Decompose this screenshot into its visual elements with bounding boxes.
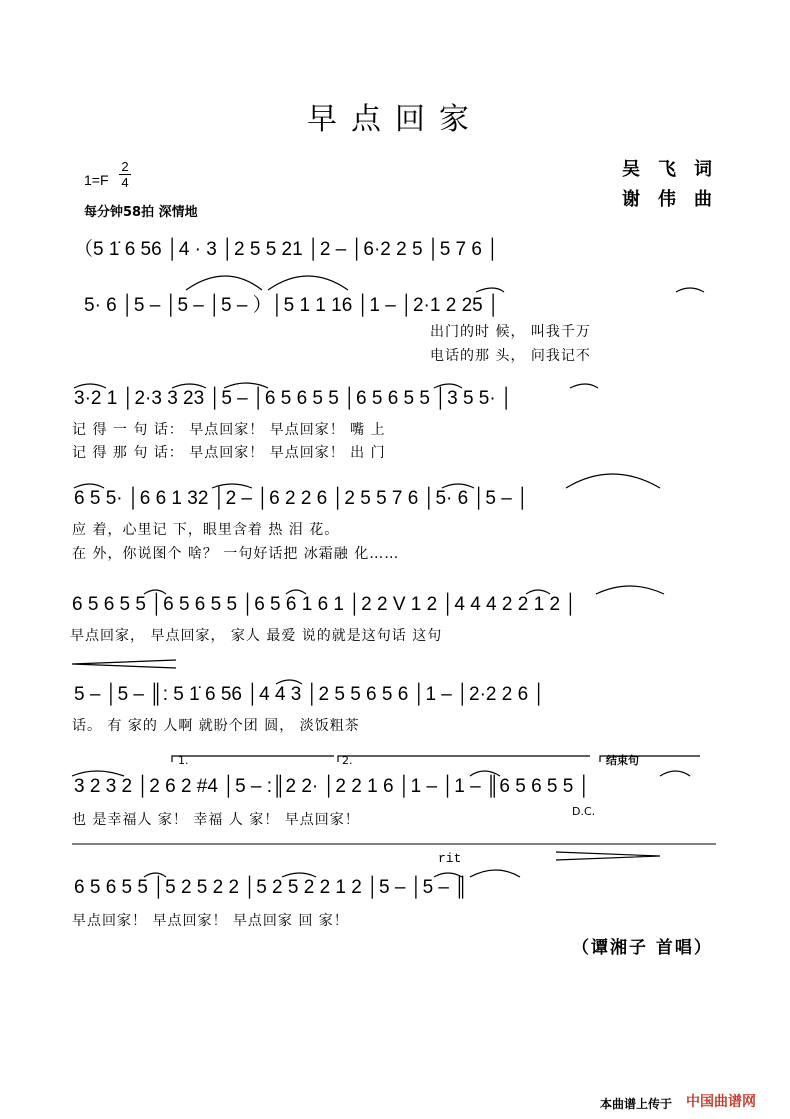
score-row-3-lyric-1: 记 得 一 句 话： 早点回家！ 早点回家！ 嘴 上 xyxy=(72,422,386,438)
hairpin-mark xyxy=(556,852,660,860)
slur-mark xyxy=(144,590,166,594)
lyricist-credit: 吴飞词 xyxy=(622,159,730,180)
slur-mark xyxy=(676,288,704,292)
slur-mark xyxy=(470,870,520,877)
slur-mark xyxy=(434,873,462,877)
footer-text: 本曲谱上传于 xyxy=(600,1097,673,1111)
rit-marking: rit xyxy=(438,851,462,866)
slur-mark xyxy=(212,484,252,488)
ending-bracket xyxy=(600,756,700,762)
slur-mark xyxy=(526,590,550,594)
slur-mark xyxy=(276,680,302,684)
volta-2-label: 2. xyxy=(342,754,353,767)
score-row-7-notes: 3 2 3 2 │2 6 2 #4 │5 – :║2 2· │2 2 1 6 │1 – │1 – ║6 5 6 5 5 │ xyxy=(74,776,591,797)
time-sig-bottom: 4 xyxy=(121,175,129,190)
slur-mark xyxy=(434,384,462,388)
dc-marking: D.C. xyxy=(572,805,596,818)
score-row-5-lyric-1: 早点回家， 早点回家， 家人 最爱 说的就是这句话 这句 xyxy=(70,628,443,644)
score-row-8-lyric-1: 早点回家！ 早点回家！ 早点回家 回 家！ xyxy=(72,913,349,929)
hairpin-mark xyxy=(72,660,176,668)
ending-label: 结束句 xyxy=(606,754,639,767)
volta-1-label: 1. xyxy=(178,754,189,767)
score-row-2-lyric-1: 出门的时 候， 叫我千万 xyxy=(430,324,591,340)
slur-mark xyxy=(74,484,104,488)
site-logo: 中国曲谱网 xyxy=(686,1094,756,1110)
slur-mark xyxy=(570,384,598,388)
singer-credit: （谭湘子 首唱） xyxy=(572,938,713,958)
page-title: 早点回家 xyxy=(307,102,483,137)
score-row-7-lyric-1: 也 是幸福人 家！ 幸福 人 家！ 早点回家！ xyxy=(72,812,360,828)
score-row-4-lyric-2: 在 外，你说图个 啥？ 一句好话把 冰霜融 化…… xyxy=(72,546,400,562)
slur-mark xyxy=(74,384,106,388)
score-row-4-notes: 6 5 5· │6 6 1 32 │2 – │6 2 2 6 │2 5 5 7 6 │5· 6 │5 – │ xyxy=(74,488,529,509)
slur-mark xyxy=(186,276,262,290)
volta-line xyxy=(172,756,334,762)
slur-mark xyxy=(476,288,504,292)
slur-mark xyxy=(72,771,124,776)
slur-mark xyxy=(442,484,474,488)
score-row-2-lyric-2: 电话的那 头， 问我记不 xyxy=(430,348,591,364)
slur-mark xyxy=(144,873,166,877)
score-row-5-notes: 6 5 6 5 5 │6 5 6 5 5 │6 5 6 1 6 1 │2 2 V 1 2 │4 4 4 2 2 1 2 │ xyxy=(72,594,578,615)
score-row-8-notes: 6 5 6 5 5 │5 2 5 2 2 │5 2 5 2 2 1 2 │5 – │5 – ║ xyxy=(74,877,468,898)
slur-mark xyxy=(660,771,690,776)
time-sig-top: 2 xyxy=(121,159,129,174)
slur-mark xyxy=(282,873,316,877)
slur-mark xyxy=(470,771,500,776)
tempo-marking: 每分钟58拍 深情地 xyxy=(84,205,198,220)
score-row-3-lyric-2: 记 得 那 句 话： 早点回家！ 早点回家！ 出 门 xyxy=(72,445,386,461)
score-row-6-lyric-1: 话。 有 家的 人啊 就盼个团 圆， 淡饭粗茶 xyxy=(72,718,360,734)
slur-mark xyxy=(286,590,306,594)
slur-mark xyxy=(596,586,664,594)
score-row-3-notes: 3·2 1 │2·3 3 23 │5 – │6 5 6 5 5 │6 5 6 5 5 │3 5 5· │ xyxy=(74,388,513,409)
key-signature: 1=F xyxy=(84,172,109,188)
volta-line xyxy=(338,756,590,762)
score-row-1-notes: （5 1̇ 6 56 │4 · 3 │2 5 5 21 │2 – │6·2 2 5 │5 7 6 │ xyxy=(74,239,500,260)
slur-mark xyxy=(172,384,206,388)
composer-credit: 谢伟曲 xyxy=(622,189,730,210)
score-row-4-lyric-1: 应 着，心里记 下，眼里含着 热 泪 花。 xyxy=(72,522,340,538)
slur-mark xyxy=(224,383,268,388)
score-row-2-notes: 5· 6 │5 – │5 – │5 – ）│5 1 1 16 │1 – │2·1 2 25 │ xyxy=(84,295,500,316)
slur-mark xyxy=(268,276,348,290)
score-row-6-notes: 5 – │5 – ║: 5 1̇ 6 56 │4 4 3 │2 5 5 6 5 6 │1 – │2·2 2 6 │ xyxy=(74,684,546,705)
slur-mark xyxy=(566,474,660,488)
